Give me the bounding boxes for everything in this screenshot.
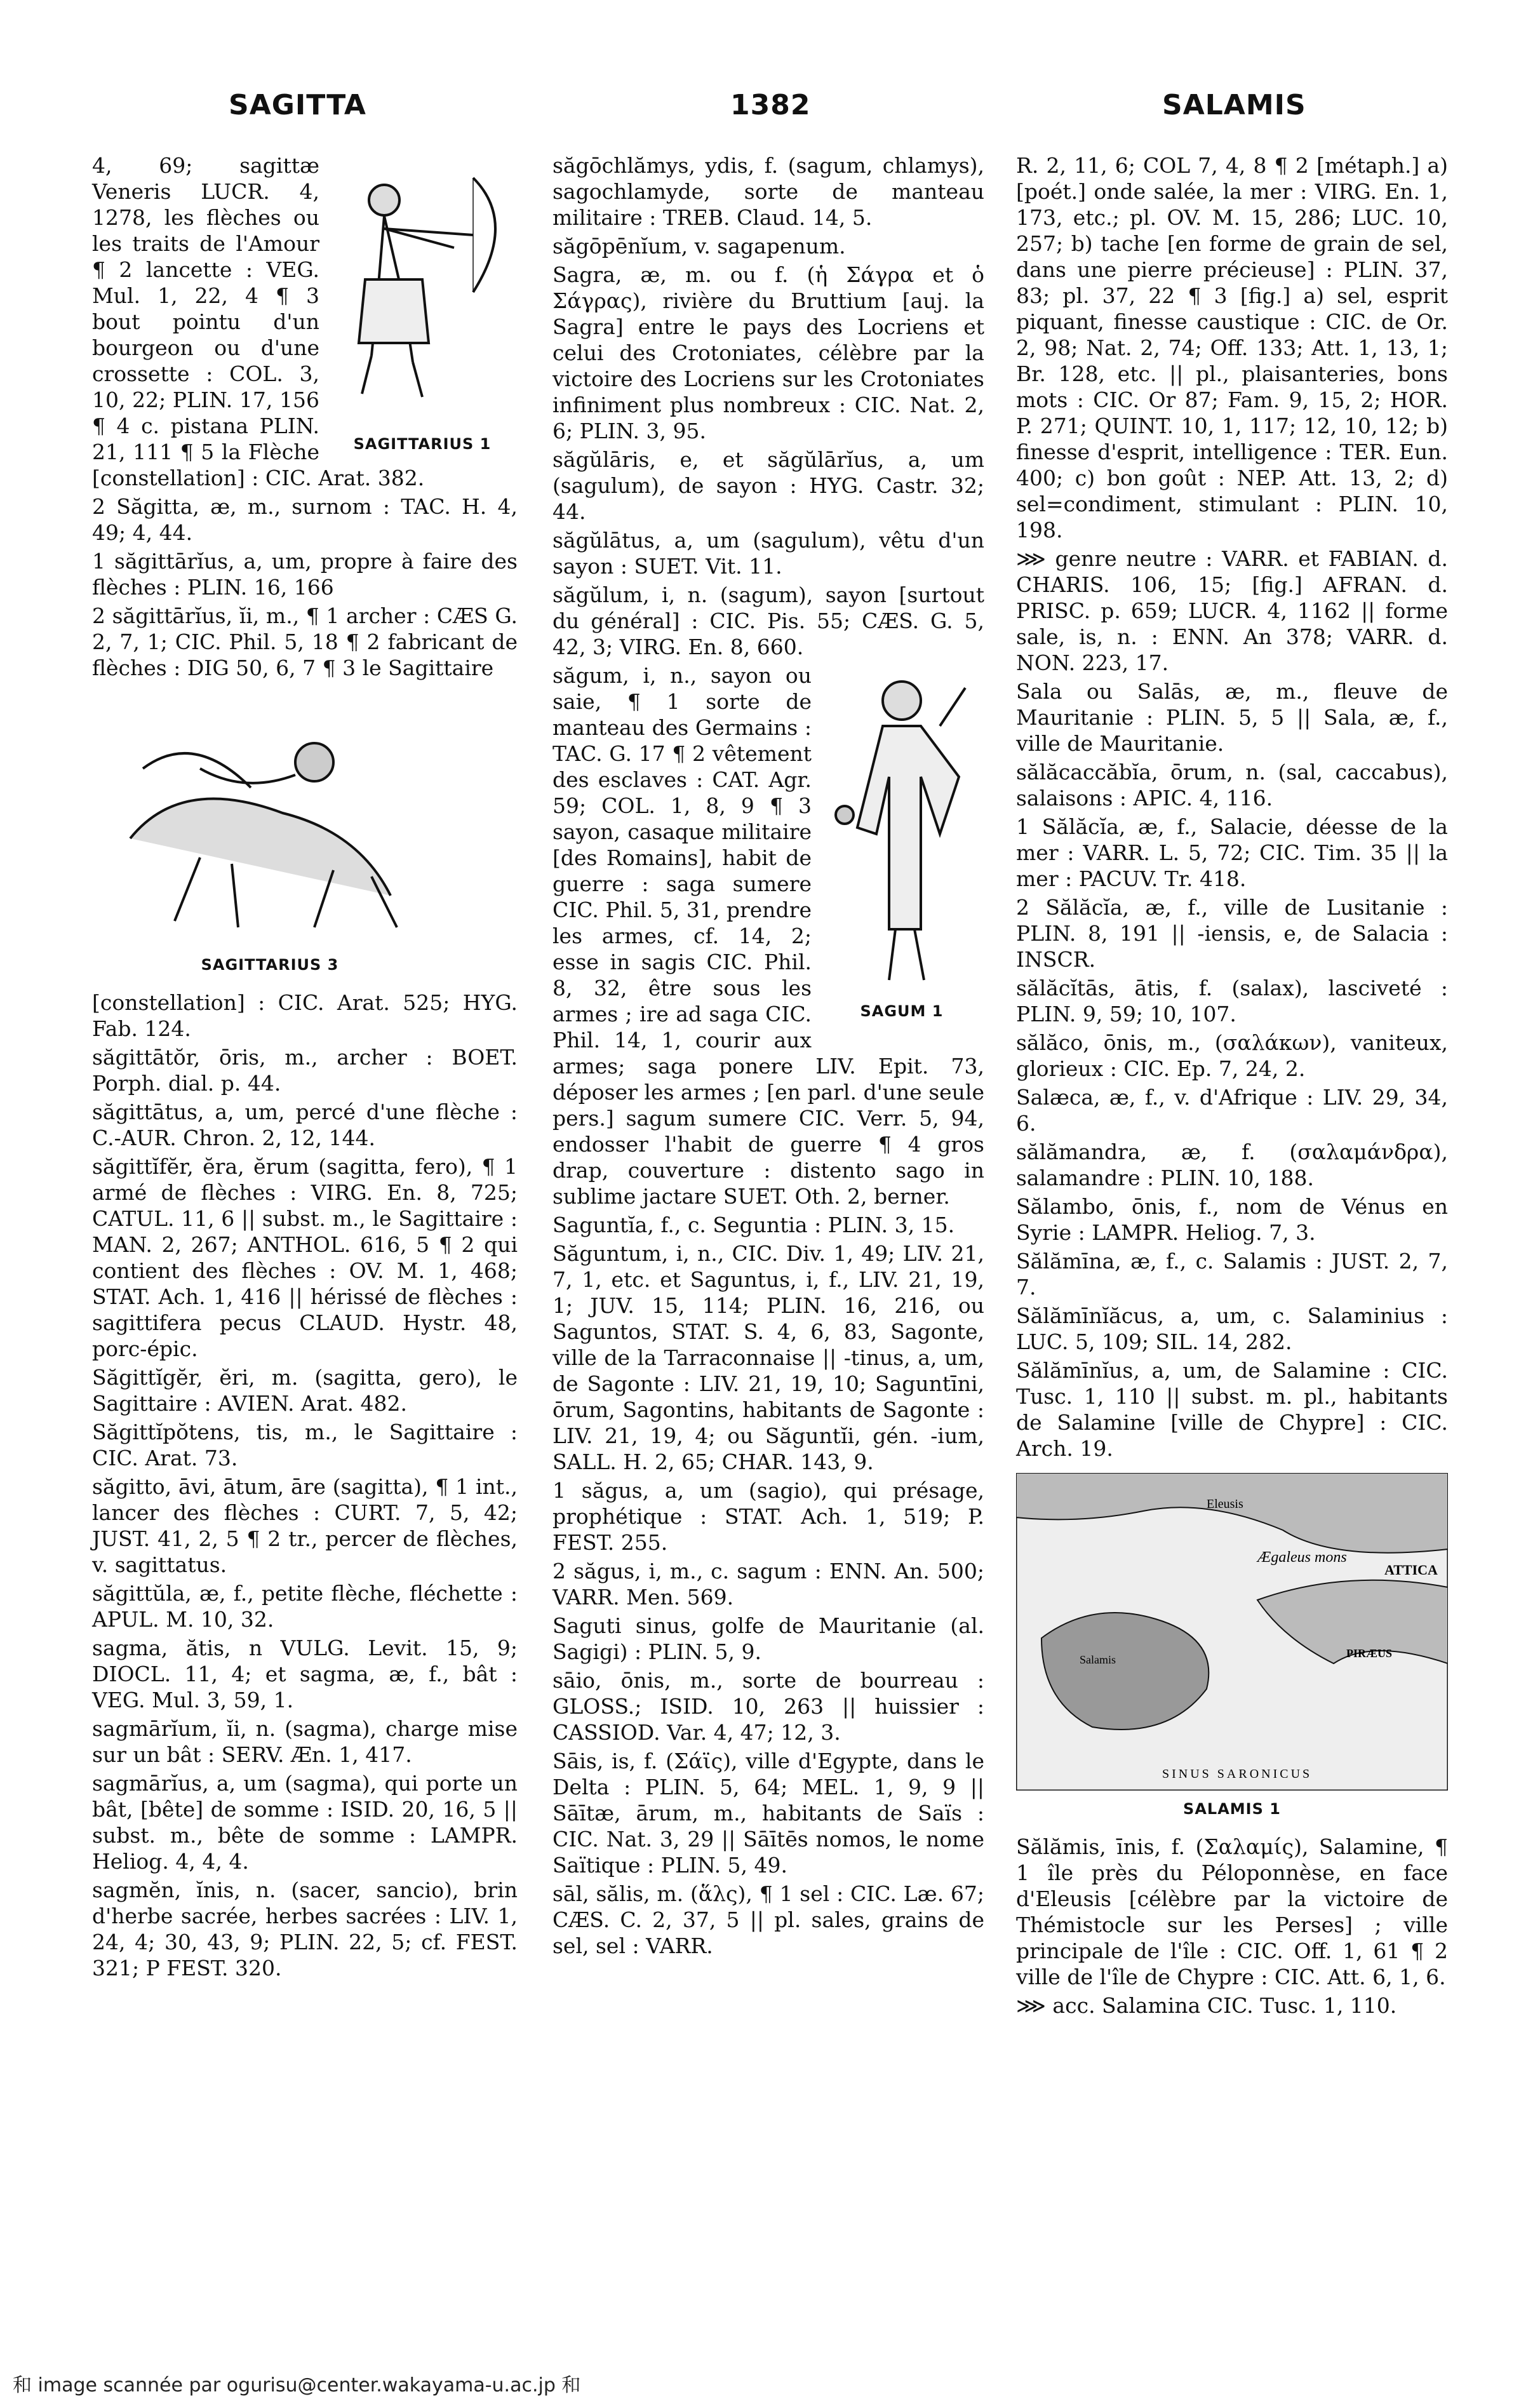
- map-label-attica: ATTICA: [1384, 1562, 1438, 1578]
- dictionary-entry: Sagra, æ, m. ou f. (ἡ Σάγρα et ὁ Σάγρας), rivière du Bruttium [auj. la Sagra] entre le pays des Locriens et celui des Crotoniates, célèbre par la victoire des Locriens sur les Crotoniates infiniment plus nombreux : CIC. Nat. 2, 6; PLIN. 3, 95.: [552, 262, 984, 443]
- page-header: [0, 89, 1540, 140]
- dictionary-entry: sagmārĭum, ĭi, n. (sagma), charge mise sur un bât : SERV. Æn. 1, 417.: [92, 1716, 518, 1767]
- map-label-aegaleus: Ægaleus mons: [1257, 1549, 1347, 1566]
- dictionary-entry: sagmārĭus, a, um (sagma), qui porte un bât, [bête] de somme : ISID. 20, 16, 5 || subst. m., bête de somme : LAMPR. Heliog. 4, 4, 4.: [92, 1771, 518, 1874]
- map-label-piraeus: PIRÆUS: [1346, 1647, 1393, 1660]
- map-label-sinus-saronicus: SINUS SARONICUS: [1162, 1767, 1313, 1781]
- dictionary-entry: săgittŭla, æ, f., petite flèche, fléchette : APUL. M. 10, 32.: [92, 1581, 518, 1632]
- dictionary-entry: săgittĭfĕr, ĕra, ĕrum (sagitta, fero), ¶ 1 armé de flèches : VIRG. En. 8, 725; CATUL. 11, 6 || subst. m., le Sagittaire : MAN. 2, 267; ANTHOL. 616, 5 ¶ 2 qui contient des flèches : OV. M. 1, 468; STAT. Ach. 1, 416 || hérissé de flèches : sagittifera pecus CLAUD. Hystr. 48, porc-épic.: [92, 1154, 518, 1361]
- salamis-map-illustration: [1016, 1473, 1448, 1791]
- dictionary-entry: 1 Sălăcĭa, æ, f., Salacie, déesse de la mer : VARR. L. 5, 72; CIC. Tim. 35 || la mer : PACUV. Tr. 418.: [1016, 814, 1448, 891]
- dictionary-entry: săgittātŏr, ōris, m., archer : BOET. Porph. dial. p. 44.: [92, 1045, 518, 1096]
- column-3: [1016, 152, 1448, 2021]
- dictionary-entry: ⋙ genre neutre : VARR. et FABIAN. d. CHARIS. 106, 15; [fig.] AFRAN. d. PRISC. p. 659; LUCR. 4, 1162 || forme sale, is, n. : ENN. An 378; VARR. d. NON. 223, 17.: [1016, 546, 1448, 675]
- dictionary-entry: 2 Sălăcĭa, æ, f., ville de Lusitanie : PLIN. 8, 191 || -iensis, e, de Salacia : INSCR.: [1016, 895, 1448, 972]
- dictionary-entry: Sala ou Salās, æ, m., fleuve de Mauritanie : PLIN. 5, 5 || Sala, æ, f., ville de Mauritanie.: [1016, 679, 1448, 756]
- column-1: [92, 152, 518, 1984]
- dictionary-entry: sălăcĭtās, ātis, f. (salax), lasciveté : PLIN. 9, 59; 10, 107.: [1016, 976, 1448, 1026]
- dictionary-entry: Salæca, æ, f., v. d'Afrique : LIV. 29, 34, 6.: [1016, 1085, 1448, 1136]
- figure-salamis-1-map: [1016, 1473, 1448, 1822]
- dictionary-entry: 2 Săgitta, æ, m., surnom : TAC. H. 4, 49; 4, 44.: [92, 494, 518, 545]
- dictionary-entry: ⋙ acc. Salamina CIC. Tusc. 1, 110.: [1016, 1993, 1397, 2018]
- dictionary-entry: săgōpēnĭum, v. sagapenum.: [552, 234, 846, 259]
- centaur-illustration: [105, 692, 435, 946]
- dictionary-entry: sălăco, ōnis, m., (σαλάκων), vaniteux, glorieux : CIC. Ep. 7, 24, 2.: [1016, 1030, 1448, 1081]
- header-right-headword: SALAMIS: [1162, 89, 1306, 121]
- dictionary-entry: 1 săgittārĭus, a, um, propre à faire des flèches : PLIN. 16, 166: [92, 549, 518, 600]
- dictionary-entry: Sălămīnĭus, a, um, de Salamine : CIC. Tusc. 1, 110 || subst. m. pl., habitants de Salamine [ville de Chypre] : CIC. Arch. 19.: [1016, 1358, 1448, 1461]
- dictionary-entry: Săguntum, i, n., CIC. Div. 1, 49; LIV. 21, 7, 1, etc. et Saguntus, i, f., LIV. 21, 19, 1; JUV. 15, 114; PLIN. 16, 216, ou Saguntos, STAT. S. 4, 6, 83, Sagonte, ville de la Tarraconnaise || -tinus, a, um, de Sagonte : LIV. 21, 19, 10; Saguntīni, ōrum, Sagontins, habitants de Sagonte : LIV. 21, 19, 4; ou Săguntĭi, gén. -ium, SALL. H. 2, 65; CHAR. 143, 9.: [552, 1241, 984, 1474]
- map-label-eleusis: Eleusis: [1207, 1497, 1243, 1511]
- dictionary-entry: 4, 69; sagittæ Veneris LUCR. 4, 1278, les flèches ou les traits de l'Amour ¶ 2 lancette : VEG. Mul. 1, 22, 4 ¶ 3 bout pointu d'un bourgeon ou d'une crossette : COL. 3, 10, 22; PLIN. 17, 156 ¶ 4 c. pistana PLIN. 21, 111 ¶ 5 la Flèche [constellation] : CIC. Arat. 382.: [92, 153, 425, 490]
- dictionary-entry: [constellation] : CIC. Arat. 525; HYG. Fab. 124.: [92, 990, 518, 1041]
- figure-caption: SAGITTARIUS 3: [201, 956, 339, 974]
- dictionary-entry: săgittātus, a, um, percé d'une flèche : C.-AUR. Chron. 2, 12, 144.: [92, 1099, 518, 1150]
- dictionary-entry: Saguti sinus, golfe de Mauritanie (al. Sagigi) : PLIN. 5, 9.: [552, 1613, 984, 1664]
- archer-illustration: [327, 152, 518, 426]
- figure-sagum-1: [819, 662, 984, 1025]
- dictionary-entry: Sălambo, ōnis, f., nom de Vénus en Syrie : LAMPR. Heliog. 7, 3.: [1016, 1194, 1448, 1245]
- dictionary-entry: Sălămis, īnis, f. (Σαλαμίς), Salamine, ¶ 1 île près du Péloponnèse, en face d'Eleusis [célèbre par la victoire de Thémistocle sur les Perses] ; ville principale de l'île : CIC. Off. 1, 61 ¶ 2 ville de l'île de Chypre : CIC. Att. 6, 1, 6.: [1016, 1834, 1448, 1989]
- dictionary-entry: săgōchlămys, ydis, f. (sagum, chlamys), sagochlamyde, sorte de manteau militaire : TREB. Claud. 14, 5.: [552, 153, 984, 230]
- dictionary-entry: Sălămīnĭăcus, a, um, c. Salaminius : LUC. 5, 109; SIL. 14, 282.: [1016, 1303, 1448, 1354]
- figure-sagittarius-3: [105, 692, 435, 978]
- cloaked-figure-illustration: [819, 662, 984, 993]
- dictionary-entry: sălăcaccăbĭa, ōrum, n. (sal, caccabus), salaisons : APIC. 4, 116.: [1016, 760, 1448, 810]
- dictionary-entry: sāl, sălis, m. (ἅλς), ¶ 1 sel : CIC. Læ. 67; CÆS. C. 2, 37, 5 || pl. sales, grains de sel, sel : VARR.: [552, 1881, 984, 1958]
- dictionary-entry: 2 săgittārĭus, ĭi, m., ¶ 1 archer : CÆS G. 2, 7, 1; CIC. Phil. 5, 18 ¶ 2 fabricant de flèches : DIG 50, 6, 7 ¶ 3 le Sagittaire: [92, 603, 518, 680]
- dictionary-entry: R. 2, 11, 6; COL 7, 4, 8 ¶ 2 [métaph.] a) [poét.] onde salée, la mer : VIRG. En. 1, 173, etc.; pl. OV. M. 15, 286; LUC. 10, 257; b) tache [en forme de grain de sel, dans une pierre précieuse] : PLIN. 37, 83; pl. 37, 22 ¶ 3 [fig.] a) sel, esprit piquant, finesse caustique : CIC. de Or. 2, 98; Nat. 2, 74; Off. 133; Att. 1, 13, 1; Br. 128, etc. || pl., plaisanteries, bons mots : CIC. Or 87; Fam. 9, 15, 2; HOR. P. 271; QUINT. 10, 1, 117; 12, 10, 12; b) finesse d'esprit, intelligence : TER. Eun. 400; c) bon goût : NEP. Att. 13, 2; d) sel=condiment, stimulant : PLIN. 10, 198.: [1016, 153, 1448, 542]
- dictionary-entry: 2 săgus, i, m., c. sagum : ENN. An. 500; VARR. Men. 569.: [552, 1559, 984, 1610]
- dictionary-entry: săgŭlātus, a, um (sagulum), vêtu d'un sayon : SUET. Vit. 11.: [552, 528, 984, 579]
- dictionary-entry: sāio, ōnis, m., sorte de bourreau : GLOSS.; ISID. 10, 263 || huissier : CASSIOD. Var. 4, 47; 12, 3.: [552, 1668, 984, 1745]
- dictionary-entry: săgŭlum, i, n. (sagum), sayon [surtout du général] : CIC. Pis. 55; CÆS. G. 5, 42, 3; VIRG. En. 8, 660.: [552, 582, 984, 659]
- dictionary-entry: Săgittĭgĕr, ĕri, m. (sagitta, gero), le Sagittaire : AVIEN. Arat. 482.: [92, 1365, 518, 1416]
- dictionary-entry: săgŭlāris, e, et săgŭlārĭus, a, um (sagulum), de sayon : HYG. Castr. 32; 44.: [552, 447, 984, 524]
- dictionary-entry: Saguntĭa, f., c. Seguntia : PLIN. 3, 15.: [552, 1213, 955, 1237]
- dictionary-entry: sagmĕn, ĭnis, n. (sacer, sancio), brin d'herbe sacrée, herbes sacrées : LIV. 1, 24, 4; 30, 43, 9; PLIN. 22, 5; cf. FEST. 321; P FEST. 320.: [92, 1878, 518, 1980]
- header-left-headword: SAGITTA: [229, 89, 366, 121]
- dictionary-entry: săgum, i, n., sayon ou saie, ¶ 1 sorte de manteau des Germains : TAC. G. 17 ¶ 2 vêtement des esclaves : CAT. Agr. 59; COL. 1, 8, 9 ¶ 3 sayon, casaque militaire [des Romains], habit de guerre : saga sumere CIC. Phil. 5, 31, prendre les armes, cf. 14, 2; esse in sagis CIC. Phil. 8, 32, être sous les armes ; ire ad saga CIC. Phil. 14, 1, courir aux armes; saga ponere LIV. Epit. 73, déposer les armes ; [en parl. d'une seule pers.] sagum sumere CIC. Verr. 5, 94, endosser l'habit de guerre ¶ 4 gros drap, couverture : distento sago in sublime jactare SUET. Oth. 2, berner.: [552, 663, 984, 1209]
- scan-credit: 和 image scannée par ogurisu@center.wakayama-u.ac.jp 和: [13, 2374, 581, 2396]
- dictionary-entry: sagma, ătis, n VULG. Levit. 15, 9; DIOCL. 11, 4; et sagma, æ, f., bât : VEG. Mul. 3, 59, 1.: [92, 1636, 518, 1712]
- figure-caption: SAGUM 1: [860, 1002, 944, 1020]
- figure-caption: SALAMIS 1: [1183, 1800, 1281, 1818]
- dictionary-entry: 1 săgus, a, um (sagio), qui présage, prophétique : STAT. Ach. 1, 519; P. FEST. 255.: [552, 1478, 984, 1555]
- column-2: [552, 152, 984, 1961]
- dictionary-entry: Sălămīna, æ, f., c. Salamis : JUST. 2, 7, 7.: [1016, 1249, 1448, 1300]
- dictionary-entry: Sāis, is, f. (Σάϊς), ville d'Egypte, dans le Delta : PLIN. 5, 64; MEL. 1, 9, 9 || Sāītæ, ārum, m., habitants de Saïs : CIC. Nat. 3, 29 || Sāītēs nomos, le nome Saïtique : PLIN. 5, 49.: [552, 1749, 984, 1878]
- page-number: 1382: [730, 89, 811, 121]
- figure-sagittarius-1: [327, 152, 518, 457]
- dictionary-entry: sălămandra, æ, f. (σαλαμάνδρα), salamandre : PLIN. 10, 188.: [1016, 1139, 1448, 1190]
- map-label-salamis: Salamis: [1080, 1653, 1116, 1666]
- figure-caption: SAGITTARIUS 1: [353, 435, 492, 453]
- dictionary-entry: Săgittĭpŏtens, tis, m., le Sagittaire : CIC. Arat. 73.: [92, 1420, 518, 1470]
- dictionary-entry: săgitto, āvi, ātum, āre (sagitta), ¶ 1 int., lancer des flèches : CURT. 7, 5, 42; JUST. 41, 2, 5 ¶ 2 tr., percer de flèches, v. sagittatus.: [92, 1474, 518, 1577]
